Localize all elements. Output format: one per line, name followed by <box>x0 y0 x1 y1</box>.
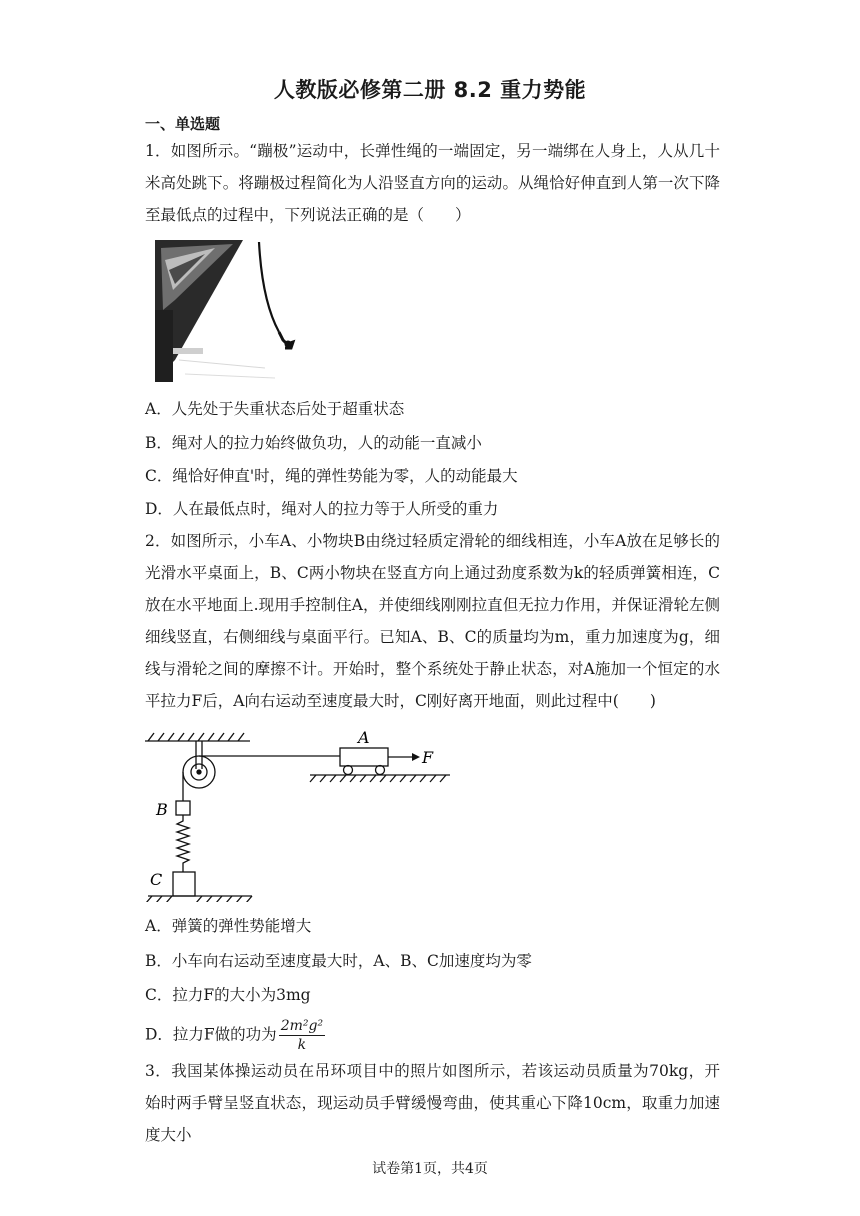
q1-option-d: D．人在最低点时，绳对人的拉力等于人所受的重力 <box>145 500 499 518</box>
section-heading: 一、单选题 <box>145 115 221 133</box>
page-title: 人教版必修第二册 8.2 重力势能 <box>273 78 587 102</box>
work-fraction <box>279 1017 325 1054</box>
q1-option-b: B．绳对人的拉力始终做负功，人的动能一直减小 <box>145 434 482 452</box>
bungee-photo <box>155 240 315 382</box>
q2-option-b: B．小车向右运动至速度最大时，A、B、C加速度均为零 <box>145 952 532 970</box>
label-A: A <box>358 728 370 747</box>
question-3-stem: 3．我国某体操运动员在吊环项目中的照片如图所示，若该运动员质量为70kg，开始时两手臂呈竖直状态，现运动员手臂缓慢弯曲，使其重心下降10cm，取重力加速度大小 <box>145 1062 720 1144</box>
q1-option-c: C．绳恰好伸直'时，绳的弹性势能为零，人的动能最大 <box>145 467 518 485</box>
question-1-stem: 1．如图所示。“蹦极”运动中，长弹性绳的一端固定，另一端绑在人身上，人从几十米高处跳下。将蹦极过程简化为人沿竖直方向的运动。从绳恰好伸直到人第一次下降至最低点的过程中，下列说法正确的是（ ） <box>145 142 720 224</box>
q2-option-a: A．弹簧的弹性势能增大 <box>145 917 312 935</box>
label-B: B <box>156 800 168 819</box>
label-F: F <box>422 748 434 767</box>
fraction-denominator: k <box>297 1037 307 1053</box>
pulley-spring-diagram <box>140 727 460 902</box>
question-2-stem: 2．如图所示，小车A、小物块B由绕过轻质定滑轮的细线相连，小车A放在足够长的光滑水平桌面上，B、C两小物块在竖直方向上通过劲度系数为k的轻质弹簧相连，C放在水平地面上.现用手控制住A，并使细线刚刚拉直但无拉力作用，并保证滑轮左侧细线竖直，右侧细线与桌面平行。已知A、B、C的质量均为m，重力加速度为g，细线与滑轮之间的摩擦不计。开始时，整个系统处于静止状态，对A施加一个恒定的水平拉力F后，A向右运动至速度最大时，C刚好离开地面，则此过程中( ) <box>145 532 720 710</box>
q1-option-a: A．人先处于失重状态后处于超重状态 <box>145 400 405 418</box>
page-footer: 试卷第1页，共4页 <box>372 1161 488 1177</box>
label-C: C <box>150 870 163 889</box>
q2-option-d <box>145 1017 325 1054</box>
q2-option-d-prefix: D．拉力F做的功为 <box>145 1025 277 1044</box>
fraction-numerator: 2m²g² <box>280 1018 324 1034</box>
q2-option-c: C．拉力F的大小为3mg <box>145 986 311 1004</box>
